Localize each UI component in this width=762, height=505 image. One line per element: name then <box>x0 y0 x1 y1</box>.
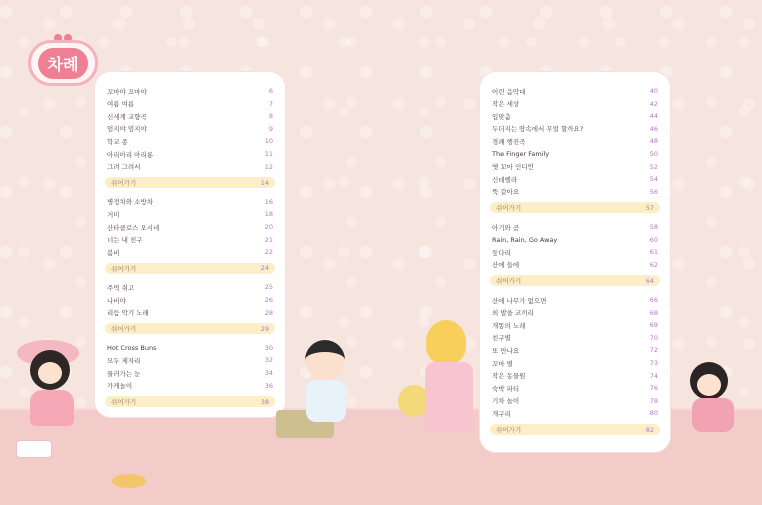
toc-page-number: 61 <box>649 248 658 257</box>
toc-row <box>107 208 273 220</box>
toc-page-number: 42 <box>649 99 658 108</box>
toc-title: 개똥의 노래 <box>492 321 526 330</box>
toc-page-number: 73 <box>649 359 658 367</box>
toc-title: 경쾌 행진곡 <box>492 137 526 146</box>
toc-title: 작은 세상 <box>492 100 520 109</box>
toc-title: 모두 제자리 <box>107 356 141 365</box>
toc-row <box>492 357 658 369</box>
toc-title: Hot Cross Buns <box>107 343 157 352</box>
toc-panel-left <box>95 72 285 417</box>
toc-page-number: 6 <box>268 87 273 95</box>
handbag-illustration <box>16 440 52 458</box>
toc-row <box>107 110 273 122</box>
toc-page-number: 54 <box>649 175 658 184</box>
toc-row <box>492 407 658 419</box>
toc-row <box>492 221 658 233</box>
toc-row <box>492 307 658 319</box>
toc-row <box>492 161 658 173</box>
girl-pigtails-dress-illustration <box>692 398 734 432</box>
toc-title: 숙박 파티 <box>492 384 520 393</box>
toc-page-number: 69 <box>649 321 658 330</box>
toc-title: 쉬어가기 <box>496 426 522 434</box>
toc-page-number: 28 <box>264 308 273 317</box>
toc-page-number: 48 <box>649 137 658 146</box>
toc-row <box>492 123 658 135</box>
blonde-girl-head-illustration <box>426 320 466 364</box>
straw-hat-illustration <box>112 474 146 488</box>
toc-title: 어린 음악대 <box>492 87 526 96</box>
toc-row <box>107 367 273 379</box>
toc-title: 아리아리 아리롱 <box>107 150 154 159</box>
toc-page-number: 58 <box>649 223 658 231</box>
toc-title: 리듬 악기 노래 <box>107 309 149 318</box>
toc-title: 병정차와 소방차 <box>107 198 154 207</box>
toc-page-number: 72 <box>649 346 658 355</box>
toc-break-row <box>490 275 660 286</box>
toc-title: 개구리 <box>492 409 511 418</box>
title-badge <box>28 40 98 86</box>
boy-head-illustration <box>305 340 345 380</box>
toc-row <box>492 332 658 344</box>
toc-row <box>492 370 658 382</box>
toc-row <box>107 221 273 233</box>
toc-break-row <box>105 263 275 274</box>
toc-page-number: 8 <box>268 112 273 121</box>
toc-title: 작은 동물원 <box>492 372 526 381</box>
toc-row <box>492 98 658 110</box>
toc-row <box>107 246 273 258</box>
toc-row <box>107 85 273 97</box>
toc-title: 신세계 교향곡 <box>107 112 147 121</box>
toc-title: 아기와 곰 <box>492 223 520 232</box>
toc-row <box>492 186 658 198</box>
toc-row <box>107 161 273 173</box>
toc-page-number: 24 <box>260 264 269 273</box>
toc-title: 주먹 쥐고 <box>107 283 135 292</box>
toc-title: 쉬어가기 <box>111 264 137 273</box>
toc-page-number: 50 <box>649 150 658 158</box>
toc-row <box>107 281 273 293</box>
toc-title: 또 만나요 <box>492 346 520 355</box>
toc-title: 기차 놀이 <box>492 397 520 406</box>
toc-page-number: 66 <box>649 296 658 304</box>
toc-title: 친구별 <box>492 334 511 343</box>
toc-page-number: 74 <box>649 371 658 380</box>
toc-page-number: 25 <box>264 283 273 292</box>
toc-row <box>107 294 273 306</box>
toc-page-number: 44 <box>649 112 658 121</box>
toc-title: 산타클로스 오시네 <box>107 223 160 232</box>
toc-page-number: 40 <box>649 87 658 95</box>
toc-title: 여름 여름 <box>107 100 135 109</box>
toc-row <box>107 196 273 208</box>
toc-title: 봄비 <box>107 248 120 257</box>
girl-pigtails-face-illustration <box>697 374 721 396</box>
blonde-girl-dress-illustration <box>425 362 473 432</box>
toc-title: 물러가는 눈 <box>107 369 141 378</box>
toc-title: 그려 그려서 <box>107 163 141 172</box>
toc-title: 산에 나무가 없으면 <box>492 296 547 305</box>
toc-row <box>107 354 273 366</box>
toc-page-number: 7 <box>268 99 273 108</box>
toc-row <box>492 246 658 258</box>
toc-page-number: 82 <box>645 425 654 434</box>
toc-row <box>107 307 273 319</box>
page-title: 차례 <box>38 48 89 79</box>
toc-page-number: 52 <box>649 162 658 171</box>
toc-break-row <box>490 424 660 435</box>
toc-title: 쉬어가기 <box>111 398 137 407</box>
toc-page-number: 18 <box>264 210 273 219</box>
toc-title: 신데렐라 <box>492 175 518 184</box>
toc-page-number: 64 <box>645 276 654 285</box>
toc-page-number: 60 <box>649 235 658 244</box>
toc-page-number: 38 <box>260 397 269 406</box>
toc-title: 가게놀이 <box>107 382 133 391</box>
toc-page-number: 56 <box>649 187 658 196</box>
toc-page-number: 80 <box>649 409 658 418</box>
toc-page-number: 21 <box>264 235 273 244</box>
boy-suit-illustration <box>306 380 346 422</box>
toc-panel-right <box>480 72 670 452</box>
toc-row <box>492 319 658 331</box>
toc-row <box>492 173 658 185</box>
toc-page-number: 22 <box>264 248 273 257</box>
toc-title: 두더지는 땅속에서 무얼 할까요? <box>492 125 584 134</box>
toc-page-number: 20 <box>264 223 273 231</box>
toc-title: 꼬마 별 <box>492 359 513 368</box>
girl-dress-illustration <box>30 390 74 426</box>
toc-title: 꼬마야 꼬마야 <box>107 87 147 96</box>
toc-page-number: 29 <box>260 324 269 333</box>
toc-row <box>492 234 658 246</box>
toc-row <box>492 294 658 306</box>
toc-title: 산에 들에 <box>492 261 520 270</box>
toc-break-row <box>105 323 275 334</box>
toc-row <box>107 380 273 392</box>
toc-row <box>107 98 273 110</box>
toc-row <box>492 148 658 160</box>
toc-row <box>492 382 658 394</box>
toc-page-number: 11 <box>264 150 273 158</box>
girl-face-illustration <box>38 362 62 384</box>
toc-page-number: 46 <box>649 124 658 133</box>
toc-title: 쉬어가기 <box>496 204 522 213</box>
toc-page-number: 62 <box>649 260 658 269</box>
toc-page-number: 32 <box>264 356 273 365</box>
toc-title: 쉬어가기 <box>496 277 522 286</box>
toc-row <box>492 110 658 122</box>
toc-title: 너는 내 친구 <box>107 236 143 245</box>
toc-break-row <box>105 177 275 188</box>
toc-page-number: 30 <box>264 343 273 352</box>
toc-row <box>492 395 658 407</box>
toc-row <box>492 85 658 97</box>
toc-title: 학교 종 <box>107 137 128 146</box>
toc-title: The Finger Family <box>492 150 550 158</box>
toc-row <box>492 259 658 271</box>
toc-title: 쉬어가기 <box>111 325 137 334</box>
toc-title: 뚝 같아요 <box>492 188 520 197</box>
toc-page-number: 34 <box>264 369 273 377</box>
toc-page-number: 14 <box>260 178 269 187</box>
toc-page-number: 57 <box>645 203 654 212</box>
toc-row <box>492 344 658 356</box>
toc-title: 옛 꼬마 인디언 <box>492 163 534 172</box>
toc-title: 거미 <box>107 210 120 219</box>
toc-page-number: 12 <box>264 162 273 171</box>
toc-page-number: 10 <box>264 137 273 146</box>
toc-page-number: 26 <box>264 296 273 304</box>
toc-row <box>492 135 658 147</box>
toc-page-number: 9 <box>268 124 273 133</box>
toc-page-number: 76 <box>649 384 658 393</box>
toc-title: 둥다리 <box>492 248 511 257</box>
toc-page-number: 78 <box>649 396 658 405</box>
toc-page-number: 68 <box>649 308 658 317</box>
toc-row <box>107 342 273 354</box>
toc-page-number: 36 <box>264 381 273 390</box>
toc-row <box>107 148 273 160</box>
toc-title: 입맞춤 <box>492 112 511 121</box>
toc-row <box>107 123 273 135</box>
toc-title: 엄지야 엄지야 <box>107 125 147 134</box>
toc-title: 외 발을 코끼리 <box>492 309 534 318</box>
toc-row <box>107 135 273 147</box>
toc-title: 나비야 <box>107 296 126 305</box>
toc-title: Rain, Rain, Go Away <box>492 235 558 244</box>
toc-break-row <box>490 202 660 213</box>
toc-row <box>107 234 273 246</box>
toc-page-number: 16 <box>264 197 273 206</box>
toc-page-number: 70 <box>649 333 658 342</box>
toc-break-row <box>105 396 275 407</box>
toc-title: 쉬어가기 <box>111 179 137 188</box>
